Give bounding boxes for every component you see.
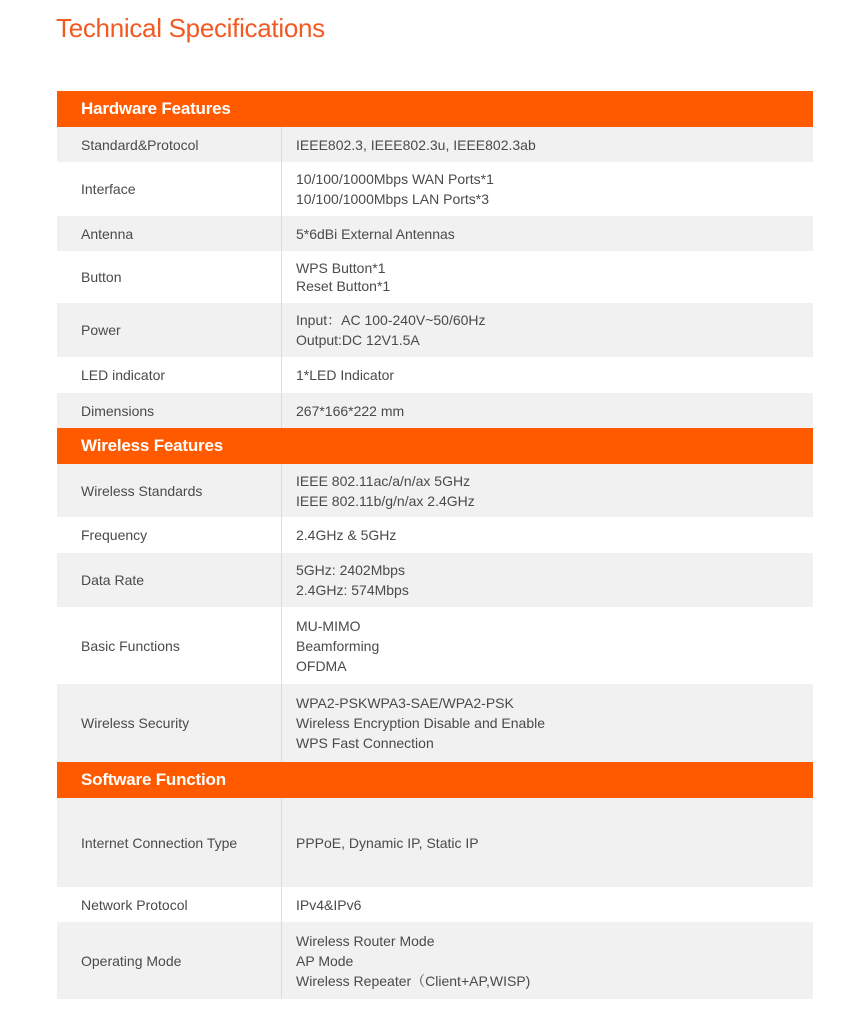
spec-value-line: 5GHz: 2402Mbps: [296, 562, 405, 578]
spec-value-line: 2.4GHz: 574Mbps: [296, 582, 409, 598]
spec-value: [282, 922, 813, 999]
spec-row-antenna: [57, 216, 813, 251]
spec-value: [282, 216, 813, 251]
spec-value-line: OFDMA: [296, 657, 347, 674]
spec-row-wireless-standards: [57, 464, 813, 517]
spec-label: Antenna: [57, 216, 282, 251]
spec-value: [282, 607, 813, 684]
spec-value-line: PPPoE, Dynamic IP, Static IP: [296, 834, 479, 851]
spec-value-line: AP Mode: [296, 952, 354, 969]
spec-value-line: MU-MIMO: [296, 617, 361, 634]
spec-value-line: WPA2-PSKWPA3-SAE/WPA2-PSK: [296, 695, 514, 711]
spec-value-line: 10/100/1000Mbps LAN Ports*3: [296, 191, 490, 207]
spec-value: [282, 303, 813, 357]
spec-row-operating-mode: [57, 922, 813, 999]
spec-value: [282, 553, 813, 607]
spec-value-line: Wireless Router Mode: [296, 932, 435, 949]
spec-label: Power: [57, 303, 282, 357]
spec-label: Data Rate: [57, 553, 282, 607]
spec-value: [282, 162, 813, 216]
spec-row-power: [57, 303, 813, 357]
spec-value-line: Wireless Repeater（Client+AP,WISP): [296, 972, 531, 989]
spec-label: Dimensions: [57, 393, 282, 428]
spec-value-line: WPS Fast Connection: [296, 735, 434, 751]
spec-table: [57, 91, 813, 999]
section-header-hardware: Hardware Features: [57, 91, 813, 127]
spec-label: Internet Connection Type: [57, 798, 282, 887]
spec-label: Frequency: [57, 517, 282, 553]
spec-label: Standard&Protocol: [57, 127, 282, 162]
spec-label: Operating Mode: [57, 922, 282, 999]
spec-value: [282, 393, 813, 428]
section-header-software: Software Function: [57, 762, 813, 798]
spec-row-wireless-security: [57, 684, 813, 762]
spec-value: [282, 887, 813, 922]
spec-row-data-rate: [57, 553, 813, 607]
spec-label: Wireless Security: [57, 684, 282, 762]
spec-label: Network Protocol: [57, 887, 282, 922]
spec-value: [282, 517, 813, 553]
spec-value-line: Beamforming: [296, 637, 380, 654]
spec-value-line: IEEE 802.11b/g/n/ax 2.4GHz: [296, 492, 475, 509]
spec-row-internet-connection-type: [57, 798, 813, 887]
spec-value-line: WPS Button*1: [296, 260, 386, 276]
spec-label: Interface: [57, 162, 282, 216]
spec-value: [282, 251, 813, 303]
spec-value: [282, 357, 813, 393]
spec-row-dimensions: [57, 393, 813, 428]
spec-value: [282, 684, 813, 762]
spec-label: Wireless Standards: [57, 464, 282, 517]
spec-value-line: Output:DC 12V1.5A: [296, 332, 420, 348]
spec-value-line: 10/100/1000Mbps WAN Ports*1: [296, 171, 494, 187]
spec-value-line: 2.4GHz & 5GHz: [296, 527, 397, 543]
spec-value: [282, 127, 813, 162]
spec-row-network-protocol: [57, 887, 813, 922]
section-header-wireless: Wireless Features: [57, 428, 813, 464]
spec-value-line: 5*6dBi External Antennas: [296, 225, 455, 242]
spec-row-frequency: [57, 517, 813, 553]
spec-row-basic-functions: [57, 607, 813, 684]
spec-value: [282, 798, 813, 887]
spec-value-line: IEEE 802.11ac/a/n/ax 5GHz: [296, 472, 471, 489]
spec-value-line: Reset Button*1: [296, 278, 391, 294]
spec-value-line: Input：AC 100-240V~50/60Hz: [296, 312, 486, 328]
page-title: Technical Specifications: [56, 13, 325, 43]
spec-value-line: 1*LED Indicator: [296, 367, 395, 383]
spec-row-led-indicator: [57, 357, 813, 393]
spec-row-interface: [57, 162, 813, 216]
spec-label: Button: [57, 251, 282, 303]
spec-row-standard-protocol: [57, 127, 813, 162]
spec-value: [282, 464, 813, 517]
spec-value-line: Wireless Encryption Disable and Enable: [296, 715, 546, 731]
spec-label: Basic Functions: [57, 607, 282, 684]
spec-value-line: IPv4&IPv6: [296, 896, 362, 913]
spec-row-button: [57, 251, 813, 303]
spec-value-line: IEEE802.3, IEEE802.3u, IEEE802.3ab: [296, 136, 536, 153]
spec-value-line: 267*166*222 mm: [296, 402, 405, 419]
spec-label: LED indicator: [57, 357, 282, 393]
